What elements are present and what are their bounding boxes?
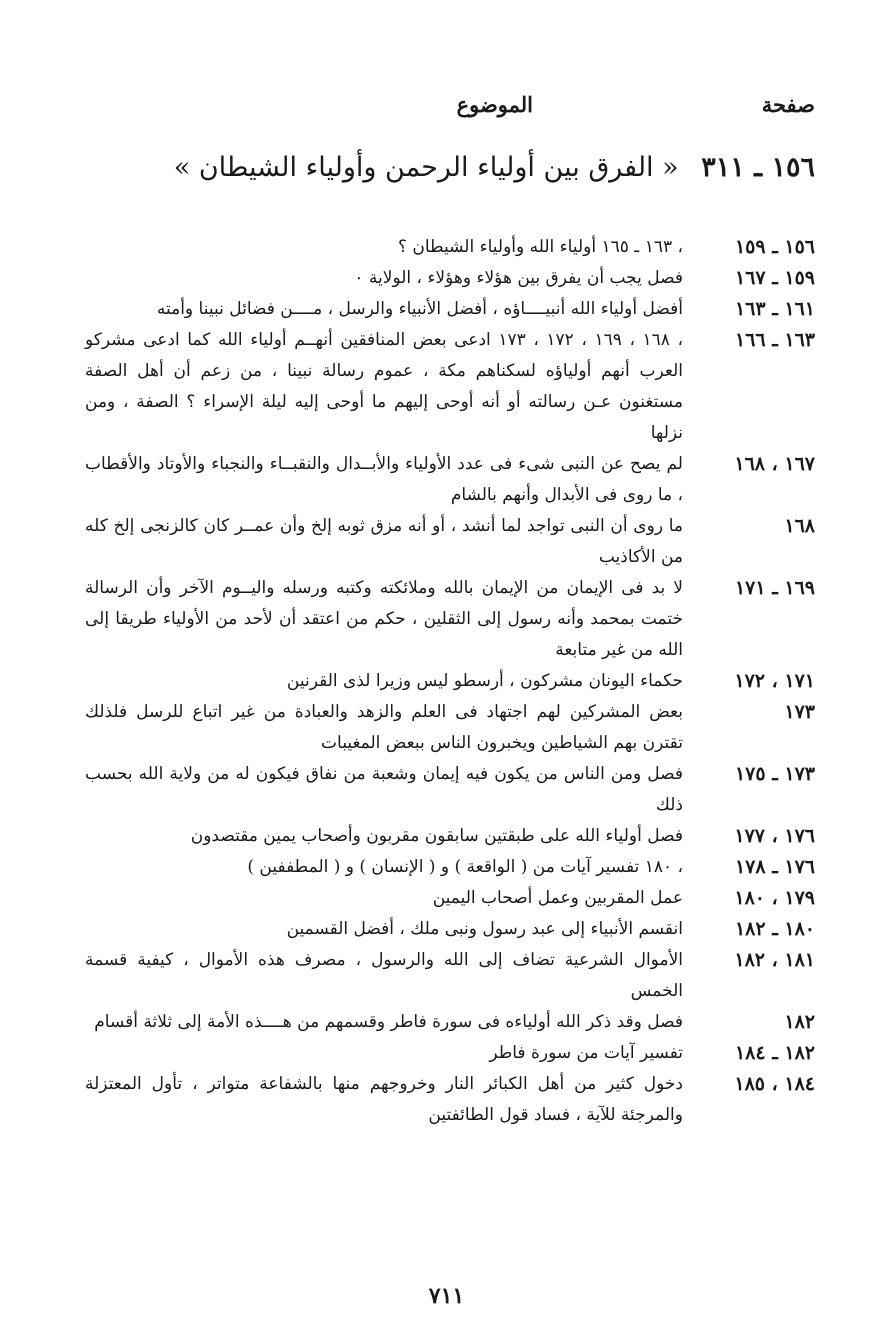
entry-pages: ١٨٤ ، ١٨٥ [734, 1073, 815, 1095]
index-entry [85, 1069, 815, 1131]
entry-text: الأموال الشرعية تضاف إلى الله والرسول ، مصرف هذه الأموال ، كيفية قسمة الخمس [85, 950, 683, 1001]
entry-pages: ١٧٦ ، ١٧٧ [734, 825, 815, 847]
entry-text: تفسير آيات من سورة فاطر [489, 1043, 683, 1063]
section-page-range: ١٥٦ ـ ٣١١ [701, 152, 815, 183]
index-entry [85, 666, 815, 697]
index-entry [85, 294, 815, 325]
page-number: ٧١١ [428, 1283, 465, 1309]
entry-pages: ١٨١ ، ١٨٢ [734, 949, 815, 971]
entry-pages: ١٦١ ـ ١٦٣ [734, 298, 815, 320]
index-entry [85, 945, 815, 1007]
entry-pages: ١٧٣ ـ ١٧٥ [734, 763, 815, 785]
entry-text: لا بد فى الإيمان من الإيمان بالله وملائكته وكتبه ورسله واليــوم الآخر وأن الرسالة ختمت بمحمد وأنه رسول إلى الثقلين ، حكم من اعتقد أن لأحد من الأولياء طريقا إلى الله من غير متابعة [85, 578, 683, 660]
entry-pages: ١٧٦ ـ ١٧٨ [734, 856, 815, 878]
index-entry [85, 697, 815, 759]
index-entry [85, 325, 815, 449]
entry-pages: ١٥٩ ـ ١٦٧ [734, 267, 815, 289]
index-entry [85, 573, 815, 666]
entry-pages: ١٧١ ، ١٧٢ [734, 670, 815, 692]
entry-text: عمل المقربين وعمل أصحاب اليمين [432, 888, 683, 908]
entry-text: أفضل أولياء الله أنبيــــاؤه ، أفضل الأنبياء والرسل ، مــــن فضائل نبينا وأمته [156, 299, 683, 319]
entry-pages: ١٦٨ [784, 515, 815, 537]
entry-text: ، ١٦٣ ـ ١٦٥ أولياء الله وأولياء الشيطان ؟ [397, 237, 683, 257]
entry-text: ، ١٨٠ تفسير آيات من ( الواقعة ) و ( الإنسان ) و ( المطففين ) [247, 857, 683, 877]
entry-pages: ١٥٦ ـ ١٥٩ [734, 236, 815, 258]
entry-pages: ١٦٩ ـ ١٧١ [734, 577, 815, 599]
page-column-header: صفحة [761, 92, 815, 117]
section-heading [40, 152, 815, 183]
entry-pages: ١٨٢ ـ ١٨٤ [734, 1042, 815, 1064]
entry-text: بعض المشركين لهم اجتهاد فى العلم والزهد والعبادة من غير اتباع للرسل فلذلك تقترن بهم الشياطين ويخبرون الناس ببعض المغيبات [85, 702, 683, 753]
entry-text: انقسم الأنبياء إلى عبد رسول ونبى ملك ، أفضل القسمين [286, 919, 683, 939]
entry-text: ، ١٦٨ ، ١٦٩ ، ١٧٢ ، ١٧٣ ادعى بعض المنافقين أنهــم أولياء الله كما ادعى مشركو العرب أنهم أولياؤه لسكناهم مكة ، عموم رسالة نبينا ، من زعم أن أهل الصفة مستغنون عـن رسالته أو أنه أوحى إليهم ما أوحى إليه ليلة الإسراء ؟ الصفة ، ومن نزلها [85, 330, 683, 443]
entry-pages: ١٨٠ ـ ١٨٢ [734, 918, 815, 940]
index-entry [85, 232, 815, 263]
entry-text: فصل أولياء الله على طبقتين سابقون مقربون وأصحاب يمين مقتصدون [190, 826, 683, 846]
index-entry [85, 883, 815, 914]
entry-pages: ١٧٣ [784, 701, 815, 723]
index-entries [85, 232, 815, 1131]
index-entry [85, 449, 815, 511]
index-entry [85, 511, 815, 573]
section-title: « الفرق بين أولياء الرحمن وأولياء الشيطان » [173, 152, 679, 183]
entry-text: دخول كثير من أهل الكبائر النار وخروجهم منها بالشفاعة متواتر ، تأول المعتزلة والمرجئة للآية ، فساد قول الطائفتين [85, 1074, 683, 1125]
index-entry [85, 759, 815, 821]
index-entry [85, 1038, 815, 1069]
index-entry [85, 914, 815, 945]
index-entry [85, 1007, 815, 1038]
entry-text: حكماء اليونان مشركون ، أرسطو ليس وزيرا لذى القرنين [286, 671, 683, 691]
entry-pages: ١٦٣ ـ ١٦٦ [734, 329, 815, 351]
entry-text: ما روى أن النبى تواجد لما أنشد ، أو أنه مزق ثوبه إلخ وأن عمــر كان كالزنجى إلخ كله من الأكاذيب [85, 516, 683, 567]
index-entry [85, 852, 815, 883]
entry-pages: ١٦٧ ، ١٦٨ [734, 453, 815, 475]
entry-text: لم يصح عن النبى شىء فى عدد الأولياء والأبــدال والنقبــاء والنجباء والأوتاد والأقطاب ، ما روى فى الأبدال وأنهم بالشام [85, 454, 683, 505]
entry-text: فصل وقد ذكر الله أولياءه فى سورة فاطر وقسمهم من هــــذه الأمة إلى ثلاثة أقسام [94, 1012, 683, 1032]
index-entry [85, 263, 815, 294]
index-entry [85, 821, 815, 852]
entry-text: فصل ومن الناس من يكون فيه إيمان وشعبة من نفاق فيكون له من ولاية الله بحسب ذلك [85, 764, 683, 815]
entry-text: فصل يجب أن يفرق بين هؤلاء وهؤلاء ، الولاية ٠ [354, 268, 683, 288]
topic-column-header: الموضوع [456, 92, 533, 117]
entry-pages: ١٧٩ ، ١٨٠ [734, 887, 815, 909]
entry-pages: ١٨٢ [784, 1011, 815, 1033]
